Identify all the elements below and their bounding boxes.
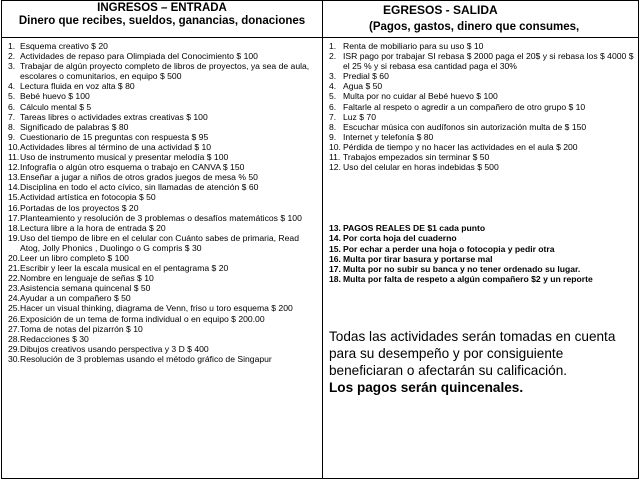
list-item-text: Escribir y leer la escala musical en el pentagrama $ 20: [20, 263, 229, 274]
list-number: 16.: [8, 202, 20, 213]
egresos-header: [323, 1, 638, 37]
list-number: 1.: [329, 41, 337, 51]
list-item-text: Redacciones $ 30: [20, 333, 89, 344]
list-item-text: Uso del tiempo de libre en el celular con Cuánto sabes de primaria, Read Atog, Jolly Phonics , Duolingo o G compris $ 30: [20, 232, 299, 253]
egreso-item: [329, 142, 634, 152]
list-number: 17.: [8, 212, 20, 223]
list-number: 24.: [8, 293, 20, 304]
ingreso-item: [8, 112, 318, 122]
list-number: 29.: [8, 343, 20, 354]
ingreso-item: [8, 253, 318, 263]
list-item-text: Resolución de 3 problemas usando el método gráfico de Singapur: [20, 353, 272, 364]
egreso-item: [329, 91, 634, 101]
ingreso-item: [8, 263, 318, 273]
list-number: 12.: [8, 162, 20, 173]
egreso-item: [329, 132, 634, 142]
list-item-text: Planteamiento y resolución de 3 problemas o desafíos matemáticos $ 100: [20, 212, 302, 223]
ingreso-item: [8, 192, 318, 202]
list-item-text: Toma de notas del pizarrón $ 10: [20, 323, 143, 334]
ingreso-item: [8, 233, 318, 253]
egresos-bold-list: [329, 223, 634, 285]
list-number: 21.: [8, 263, 20, 274]
note-text: Todas las actividades serán tomadas en cuenta para su desempeño y por consiguiente beneficiaran o afectarán su calificación.: [329, 329, 616, 378]
list-item-text: Cuestionario de 15 preguntas con respuesta $ 95: [20, 131, 209, 142]
list-number: 4.: [8, 81, 16, 92]
list-number: 23.: [8, 283, 20, 294]
list-item-text: Dibujos creativos usando perspectiva y 3 D $ 400: [20, 343, 209, 354]
ingreso-item: [8, 162, 318, 172]
list-number: 13.: [329, 223, 341, 233]
list-item-text: Hacer un visual thinking, diagrama de Venn, friso u toro esquema $ 200: [20, 303, 293, 314]
egreso-item: [329, 41, 634, 51]
ingreso-item: [8, 172, 318, 182]
list-item-text: Uso del celular en horas indebidas $ 500: [343, 162, 499, 173]
list-item-text: Escuchar música con audífonos sin autorización multa de $ 150: [343, 121, 587, 132]
list-number: 12.: [329, 162, 341, 173]
egresos-subtitle: (Pagos, gastos, dinero que consumes,: [369, 21, 580, 33]
list-number: 2.: [8, 51, 16, 62]
list-number: 19.: [8, 232, 20, 243]
list-item-text: Actividad artística en fotocopia $ 50: [20, 192, 156, 203]
egreso-bold-item: [329, 223, 634, 233]
list-number: 26.: [8, 313, 20, 324]
ingreso-item: [8, 324, 318, 334]
egreso-bold-item: [329, 254, 634, 264]
note-bold-text: Los pagos serán quincenales.: [329, 380, 524, 395]
list-item-text: Enseñar a jugar a niños de otros grados juegos de mesa % 50: [20, 172, 258, 183]
list-number: 5.: [8, 91, 16, 102]
closing-note: [329, 328, 629, 396]
list-item-text: Cálculo mental $ 5: [20, 101, 92, 112]
list-item-text: Portadas de los proyectos $ 20: [20, 202, 139, 213]
list-item-text: Esquema creativo $ 20: [20, 41, 108, 51]
list-item-text: Infografía o algún otro esquema o trabajo en CANVA $ 150: [20, 162, 245, 173]
egreso-item: [329, 51, 634, 71]
list-item-text: Trabajos empezados sin terminar $ 50: [343, 152, 490, 163]
ingreso-item: [8, 344, 318, 354]
list-item-text: Ayudar a un compañero $ 50: [20, 293, 131, 304]
list-item-text: Tareas libres o actividades extras creativas $ 100: [20, 111, 208, 122]
list-number: 20.: [8, 252, 20, 263]
list-number: 6.: [329, 101, 337, 112]
list-item-text: Disciplina en todo el acto cívico, sin llamadas de atención $ 60: [20, 182, 259, 193]
list-item-text: Agua $ 50: [343, 81, 383, 92]
list-item-text: Bebé huevo $ 100: [20, 91, 90, 102]
ingreso-item: [8, 142, 318, 152]
list-number: 3.: [8, 61, 16, 72]
ingresos-subtitle: Dinero que recibes, sueldos, ganancias, donaciones: [18, 15, 306, 27]
egreso-item: [329, 81, 634, 91]
egreso-item: [329, 71, 634, 81]
list-item-text: Significado de palabras $ 80: [20, 121, 129, 132]
egreso-bold-item: [329, 233, 634, 243]
list-number: 10.: [329, 141, 341, 152]
list-number: 28.: [8, 333, 20, 344]
list-number: 16.: [329, 253, 341, 264]
list-item-text: Actividades de repaso para Olimpiada del Conocimiento $ 100: [20, 51, 258, 62]
ingreso-item: [8, 51, 318, 61]
list-number: 4.: [329, 81, 337, 92]
list-number: 17.: [329, 264, 341, 275]
list-number: 22.: [8, 273, 20, 284]
ingreso-item: [8, 152, 318, 162]
list-number: 5.: [329, 91, 337, 102]
list-number: 14.: [8, 182, 20, 193]
ingresos-title: INGRESOS – ENTRADA: [97, 2, 227, 14]
list-item-text: Multa por falta de respeto a algún compañero $2 y un reporte: [343, 274, 593, 285]
list-number: 8.: [329, 121, 337, 132]
list-number: 18.: [8, 222, 20, 233]
list-number: 15.: [8, 192, 20, 203]
ingreso-item: [8, 223, 318, 233]
list-item-text: Internet y telefonía $ 80: [343, 131, 434, 142]
ingreso-item: [8, 213, 318, 223]
list-item-text: Faltarle al respeto o agredir a un compañero de otro grupo $ 10: [343, 101, 586, 112]
ingreso-item: [8, 132, 318, 142]
header-divider: [2, 37, 638, 38]
ingreso-item: [8, 283, 318, 293]
egreso-item: [329, 102, 634, 112]
ingreso-item: [8, 203, 318, 213]
list-item-text: Exposición de un tema de forma individual o en equipo $ 200.00: [20, 313, 265, 324]
ingreso-item: [8, 91, 318, 101]
list-number: 1.: [8, 41, 16, 51]
ingreso-item: [8, 102, 318, 112]
ingresos-list: [8, 41, 318, 364]
list-number: 9.: [329, 131, 337, 142]
ingreso-item: [8, 122, 318, 132]
list-number: 6.: [8, 101, 16, 112]
list-item-text: Trabajar de algún proyecto completo de libros de proyectos, ya sea de aula, escolares o comunitarios, en equipo $ 500: [20, 61, 310, 82]
list-item-text: Lectura libre a la hora de entrada $ 20: [20, 222, 166, 233]
list-number: 7.: [329, 111, 337, 122]
list-number: 8.: [8, 121, 16, 132]
list-number: 14.: [329, 233, 341, 244]
list-item-text: ISR pago por trabajar SI rebasa $ 2000 paga el 20$ y si rebasa los $ 4000 $ el 25 % y si rebasa esa cantidad paga el 30%: [343, 51, 634, 72]
egreso-bold-item: [329, 274, 634, 284]
list-item-text: Multa por no subir su banca y no tener ordenado su lugar.: [343, 264, 581, 275]
list-number: 13.: [8, 172, 20, 183]
list-number: 15.: [329, 243, 341, 254]
list-number: 7.: [8, 111, 16, 122]
list-number: 10.: [8, 141, 20, 152]
list-number: 18.: [329, 274, 341, 285]
list-item-text: Multa por tirar basura y portarse mal: [343, 253, 493, 264]
egresos-list: [329, 41, 634, 172]
list-number: 2.: [329, 51, 337, 62]
list-number: 9.: [8, 131, 16, 142]
ingreso-item: [8, 293, 318, 303]
ingreso-item: [8, 303, 318, 313]
list-item-text: Multa por no cuidar al Bebé huevo $ 100: [343, 91, 498, 102]
list-number: 11.: [329, 152, 341, 163]
list-item-text: Asistencia semana quincenal $ 50: [20, 283, 151, 294]
egreso-item: [329, 122, 634, 132]
ingreso-item: [8, 182, 318, 192]
list-item-text: Lectura fluida en voz alta $ 80: [20, 81, 135, 92]
list-item-text: Luz $ 70: [343, 111, 376, 122]
activity-table: [1, 0, 639, 479]
ingreso-item: [8, 81, 318, 91]
list-number: 3.: [329, 71, 337, 82]
egreso-bold-item: [329, 244, 634, 254]
ingreso-item: [8, 61, 318, 81]
list-item-text: Predial $ 60: [343, 71, 389, 82]
list-item-text: Actividades libres al término de una actividad $ 10: [20, 141, 212, 152]
list-item-text: Pérdida de tiempo y no hacer las actividades en el aula $ 200: [343, 141, 578, 152]
egreso-item: [329, 152, 634, 162]
column-divider: [322, 1, 323, 479]
ingreso-item: [8, 334, 318, 344]
list-item-text: Por echar a perder una hoja o fotocopia y pedir otra: [343, 243, 555, 254]
egresos-title: EGRESOS - SALIDA: [383, 3, 498, 17]
ingreso-item: [8, 273, 318, 283]
list-item-text: Por corta hoja del cuaderno: [343, 233, 457, 244]
egreso-bold-item: [329, 264, 634, 274]
list-item-text: Nombre en lenguaje de señas $ 10: [20, 273, 154, 284]
egreso-item: [329, 112, 634, 122]
list-item-text: Renta de mobiliario para su uso $ 10: [343, 41, 484, 51]
list-item-text: PAGOS REALES DE $1 cada punto: [343, 223, 486, 233]
ingreso-item: [8, 41, 318, 51]
ingresos-header: [2, 1, 322, 37]
ingreso-item: [8, 314, 318, 324]
list-number: 11.: [8, 152, 20, 163]
list-number: 30.: [8, 353, 20, 364]
list-item-text: Leer un libro completo $ 100: [20, 252, 129, 263]
list-number: 27.: [8, 323, 20, 334]
ingreso-item: [8, 354, 318, 364]
list-item-text: Uso de instrumento musical y presentar melodía $ 100: [20, 152, 229, 163]
list-number: 25.: [8, 303, 20, 314]
egreso-item: [329, 162, 634, 172]
